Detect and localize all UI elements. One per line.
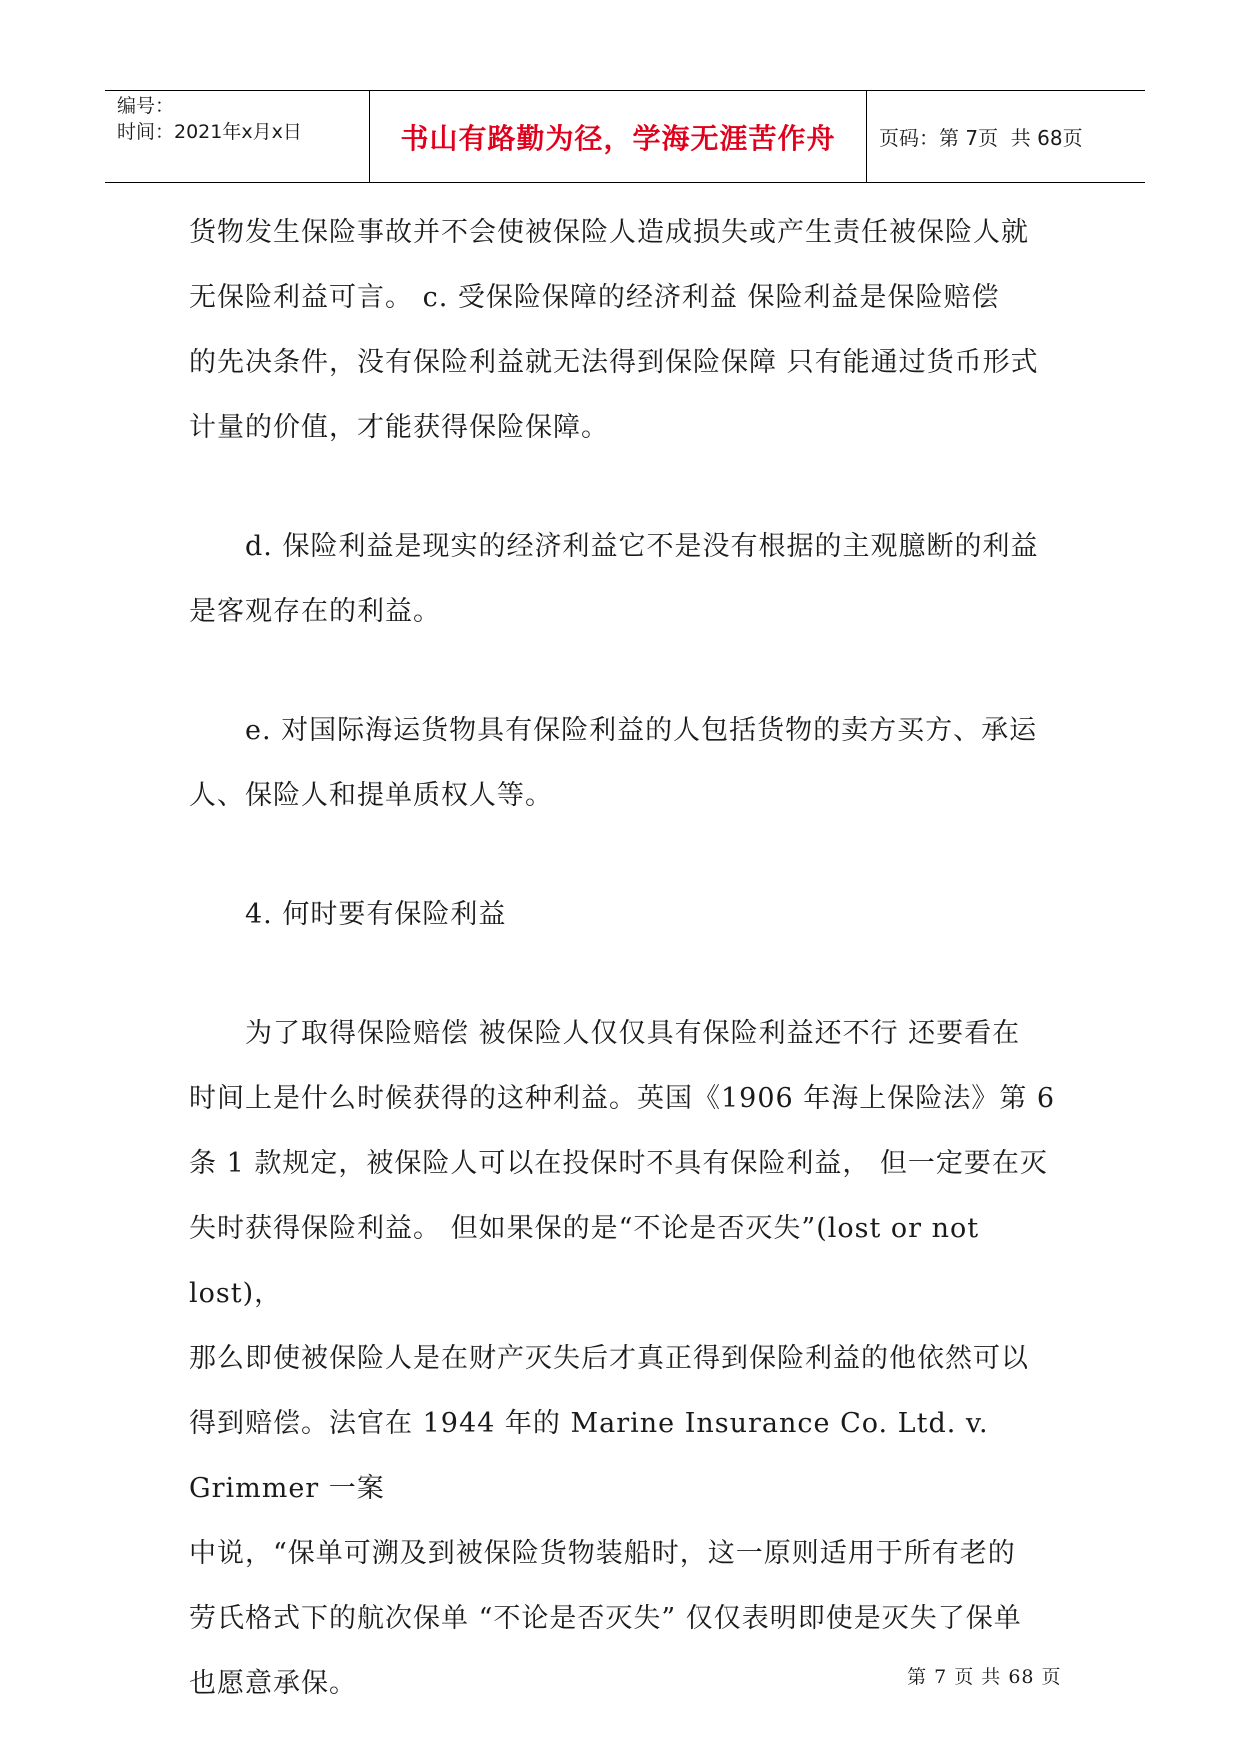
- serial-number-label: 编号：: [117, 95, 175, 117]
- text-line: 中说，“保单可溯及到被保险货物装船时，这一原则适用于所有老的: [189, 1538, 1016, 1569]
- text-line: e. 对国际海运货物具有保险利益的人包括货物的卖方买方、承运: [245, 715, 1038, 746]
- text-line: 无保险利益可言。 c. 受保险保障的经济利益 保险利益是保险赔偿: [189, 282, 1000, 313]
- paragraph-gap: [189, 644, 1069, 698]
- heading-text: 4. 何时要有保险利益: [245, 899, 507, 930]
- text-line: 为了取得保险赔偿 被保险人仅仅具有保险利益还不行 还要看在: [245, 1018, 1021, 1049]
- text-line: 劳氏格式下的航次保单 “不论是否灭失” 仅仅表明即使是灭失了保单: [189, 1603, 1022, 1634]
- text-line: d. 保险利益是现实的经济利益它不是没有根据的主观臆断的利益: [245, 531, 1039, 562]
- text-line: 条 1 款规定，被保险人可以在投保时不具有保险利益， 但一定要在灭: [189, 1148, 1048, 1179]
- header-meta-cell: [105, 91, 370, 182]
- header-motto-cell: [370, 91, 867, 182]
- header-page-cell: [867, 91, 1145, 182]
- text-line: 那么即使被保险人是在财产灭失后才真正得到保险利益的他依然可以: [189, 1343, 1029, 1374]
- section-heading: [189, 882, 1069, 947]
- text-line: 也愿意承保。: [189, 1668, 357, 1699]
- date-line: 时间：2021年x月x日: [117, 121, 302, 143]
- text-line: 货物发生保险事故并不会使被保险人造成损失或产生责任被保险人就: [189, 217, 1029, 248]
- text-line: 是客观存在的利益。: [189, 596, 441, 627]
- page-header: [105, 90, 1145, 183]
- page-footer: [0, 1640, 1241, 1689]
- paragraph-gap: [189, 460, 1069, 514]
- text-line: 失时获得保险利益。 但如果保的是“不论是否灭失”(lost or not lost)，: [189, 1213, 980, 1309]
- document-body: [189, 200, 1069, 1716]
- paragraph-3: [189, 698, 1069, 828]
- paragraph-gap: [189, 947, 1069, 1001]
- text-line: 人、保险人和提单质权人等。: [189, 780, 553, 811]
- text-line: 计量的价值，才能获得保险保障。: [189, 412, 609, 443]
- paragraph-1: [189, 200, 1069, 460]
- page-number-label: 页码：第 7页 共 68页: [879, 126, 1083, 150]
- text-line: 时间上是什么时候获得的这种利益。英国《1906 年海上保险法》第 6: [189, 1083, 1056, 1114]
- paragraph-gap: [189, 828, 1069, 882]
- text-line: 得到赔偿。法官在 1944 年的 Marine Insurance Co. Ltd. v. Grimmer 一案: [189, 1408, 989, 1504]
- footer-page-number: 第 7 页 共 68 页: [907, 1666, 1062, 1688]
- paragraph-2: [189, 514, 1069, 644]
- motto-text: 书山有路勤为径，学海无涯苦作舟: [400, 121, 836, 155]
- text-line: 的先决条件，没有保险利益就无法得到保险保障 只有能通过货币形式: [189, 347, 1039, 378]
- paragraph-5: [189, 1001, 1069, 1716]
